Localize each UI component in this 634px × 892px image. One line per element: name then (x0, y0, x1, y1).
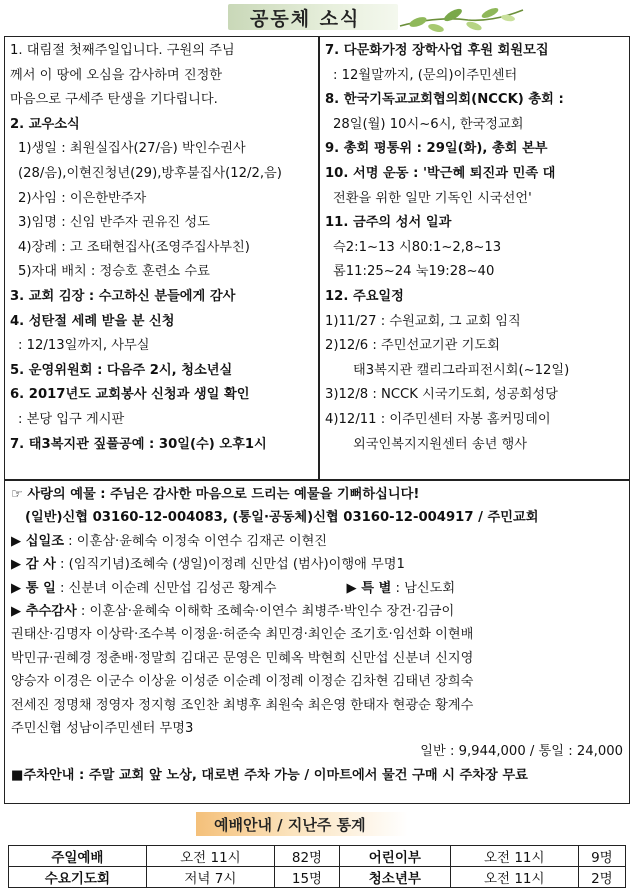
left-column-line: : 본당 입구 게시판 (18, 411, 125, 427)
right-column-line: 1)11/27 : 수원교회, 그 교회 임직 (325, 313, 521, 329)
harvest-label: ▶ 추수감사 (11, 603, 77, 619)
offering-box (4, 480, 630, 804)
header (0, 0, 634, 36)
right-column-line: 외국인복지지원센터 송년 행사 (353, 436, 527, 452)
stats-row (9, 867, 626, 888)
column-divider (318, 37, 320, 479)
stats-cell: 9명 (578, 846, 625, 867)
unity-names: : 신분녀 이순례 신만섭 김성곤 황계수 (55, 580, 277, 596)
right-column-line: 12. 주요일정 (325, 288, 404, 304)
thanks-names: : (임직기념)조혜숙 (생일)이정례 신만섭 (범사)이행애 무명1 (55, 557, 405, 573)
left-column-line: 2. 교우소식 (10, 116, 80, 132)
right-column-line: 10. 서명 운동 : '박근혜 퇴진과 민족 대 (325, 165, 556, 181)
harvest-line-3: 양승자 이경은 이군수 이상윤 이성준 이순례 이정례 이정순 김차현 김태년 장희숙 (11, 674, 474, 690)
left-column-line: 2)사임 : 이은한반주자 (18, 190, 147, 206)
left-column-line: (28/음),이현진청년(29),방후불집사(12/2,음) (18, 165, 282, 181)
thanks-label: ▶ 감 사 (11, 557, 56, 573)
stats-cell: 15명 (275, 867, 340, 888)
offering-accounts: (일반)신협 03160-12-004083, (통일·공동체)신협 03160-12-004917 / 주민교회 (25, 510, 539, 526)
page-title: 공동체 소식 (250, 8, 361, 30)
left-column-line: 6. 2017년도 교회봉사 신청과 생일 확인 (10, 387, 250, 403)
thanks-line (11, 553, 623, 576)
stats-cell: 어린이부 (340, 846, 451, 867)
stats-table (8, 845, 626, 888)
right-column-line: 8. 한국기독교교회협의회(NCCK) 총회 : (325, 92, 564, 108)
left-column (10, 39, 315, 457)
leaf-decoration-icon (398, 2, 528, 36)
left-column-line: 3. 교회 김장 : 수고하신 분들에게 감사 (10, 288, 236, 304)
left-column-line: 5. 운영위원회 : 다음주 2시, 청소년실 (10, 362, 233, 378)
parking-info: ■주차안내 : 주말 교회 앞 노상, 대로변 주차 가능 / 이마트에서 물건 구매 시 주차장 무료 (11, 767, 528, 783)
stats-cell: 오전 11시 (450, 846, 578, 867)
stats-row (9, 846, 626, 867)
stats-cell: 주일예배 (9, 846, 147, 867)
right-column-line: 태3복지관 캘리그라피전시회(~12일) (353, 362, 570, 378)
harvest-names: : 이훈삼·윤혜숙 이해학 조혜숙·이연수 최병주·박인수 장건·김금이 (76, 603, 455, 619)
tithe-label: ▶ 십일조 (11, 533, 64, 549)
left-column-line: 1. 대림절 첫째주일입니다. 구원의 주님 (10, 43, 235, 58)
offering-intro: ☞ 사랑의 예물 : 주님은 감사한 마음으로 드리는 예물을 기뻐하십니다! (11, 487, 420, 502)
special-names: : 남신도회 (391, 580, 456, 596)
left-column-line: 마음으로 구세주 탄생을 기다립니다. (10, 92, 218, 108)
harvest-line-0 (11, 600, 623, 623)
right-column-line: : 12월말까지, (문의)이주민센터 (333, 67, 518, 83)
stats-title: 예배안내 / 지난주 통계 (214, 816, 366, 834)
left-column-line: 3)임명 : 신임 반주자 권유진 성도 (18, 215, 210, 231)
right-column-line: 3)12/8 : NCCK 시국기도회, 성공회성당 (325, 387, 558, 403)
stats-cell: 수요기도회 (9, 867, 147, 888)
harvest-line-5: 주민신협 성남이주민센터 무명3 (11, 720, 194, 736)
offering-content (11, 483, 623, 787)
left-column-line: 1)생일 : 최원실집사(27/음) 박인수권사 (18, 141, 246, 157)
right-column-line: 9. 총회 평통위 : 29일(화), 총회 본부 (325, 141, 548, 157)
left-column-line: : 12/13일까지, 사무실 (18, 338, 150, 354)
tithe-line (11, 530, 623, 553)
stats-cell: 오전 11시 (146, 846, 274, 867)
right-column-line: 2)12/6 : 주민선교기관 기도회 (325, 338, 500, 354)
right-column-line: 4)12/11 : 이주민센터 자봉 홈커밍데이 (325, 411, 551, 427)
right-column-line: 11. 금주의 성서 일과 (325, 215, 452, 231)
stats-cell: 오전 11시 (450, 867, 578, 888)
right-column-line: 롬11:25~24 눅19:28~40 (333, 264, 495, 280)
stats-cell: 저녁 7시 (146, 867, 274, 888)
unity-label: ▶ 통 일 (11, 580, 56, 596)
left-column-line: 께서 이 땅에 오심을 감사하며 진정한 (10, 67, 223, 83)
harvest-line-2: 박민규·권혜경 정춘배·정말희 김대곤 문영은 민혜옥 박현희 신만섭 신분녀 신지영 (11, 650, 474, 666)
harvest-line-4: 전세진 정명채 정영자 정지형 조인찬 최병후 최원숙 최은영 한태자 현광순 황계수 (11, 697, 474, 713)
right-column (325, 39, 625, 457)
left-column-line: 4. 성탄절 세례 받을 분 신청 (10, 313, 175, 329)
stats-cell: 청소년부 (340, 867, 451, 888)
special-label: ▶ 특 별 (346, 580, 392, 596)
right-column-line: 7. 다문화가정 장학사업 후원 회원모집 (325, 43, 549, 58)
left-column-line: 4)장례 : 고 조태현집사(조영주집사부친) (18, 239, 250, 255)
offering-totals: 일반 : 9,944,000 / 통일 : 24,000 (420, 744, 623, 760)
left-column-line: 5)자대 배치 : 정승호 훈련소 수료 (18, 264, 210, 280)
right-column-line: 전환을 위한 일만 기독인 시국선언' (333, 190, 532, 206)
left-column-line: 7. 태3복지관 짚풀공예 : 30일(수) 오후1시 (10, 436, 267, 452)
harvest-line-1: 권태산·김명자 이상락·조수복 이정윤·허준숙 최민경·최인순 조기호·임선화 이현배 (11, 627, 474, 643)
stats-cell: 2명 (578, 867, 625, 888)
right-column-line: 28일(월) 10시~6시, 한국정교회 (333, 116, 524, 132)
tithe-names: : 이훈삼·윤혜숙 이정숙 이연수 김재곤 이현진 (63, 533, 328, 549)
stats-cell: 82명 (275, 846, 340, 867)
unity-line (11, 577, 623, 600)
right-column-line: 슥2:1~13 시80:1~2,8~13 (333, 239, 502, 255)
announcements-box (4, 36, 630, 480)
